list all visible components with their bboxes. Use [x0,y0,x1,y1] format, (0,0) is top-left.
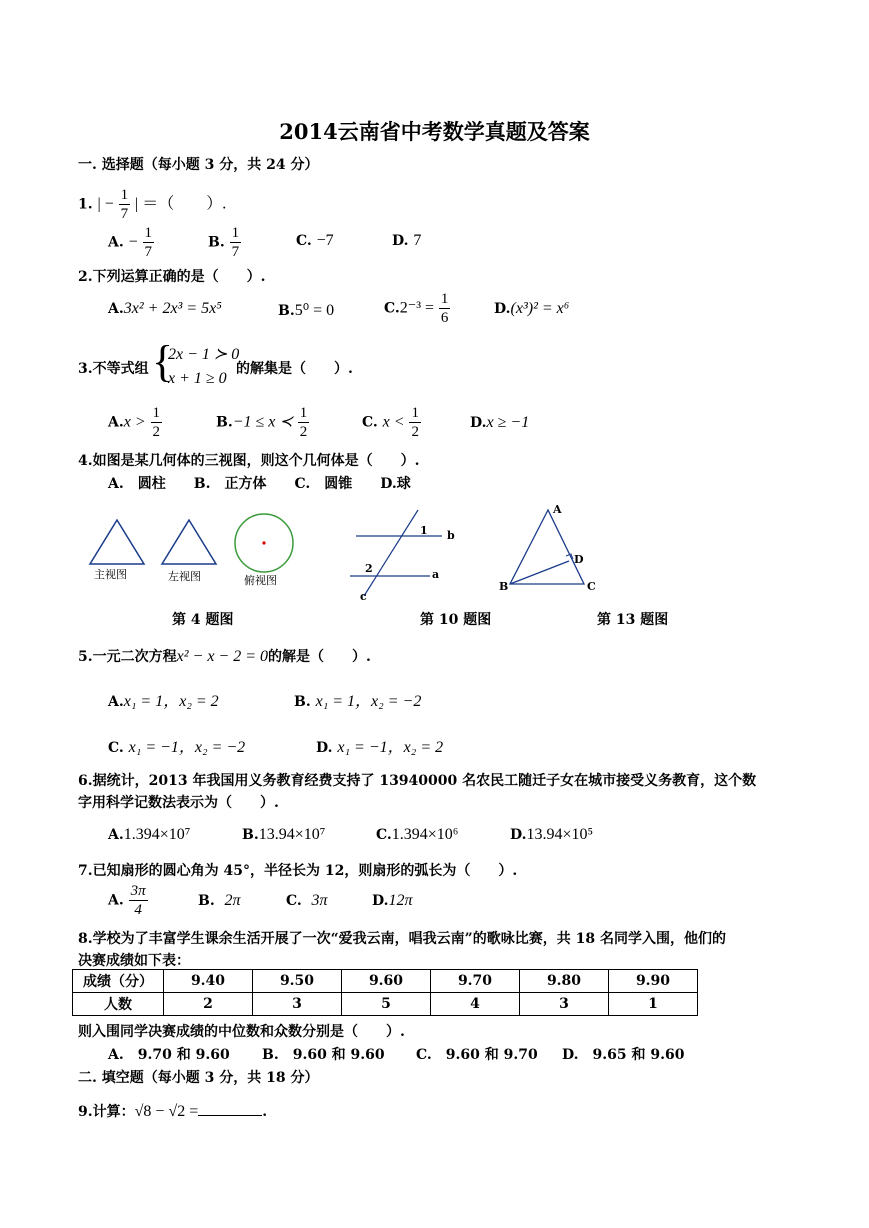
q7-option-c [286,892,328,910]
q7-option-d [372,892,413,910]
q5-option-b-label: B. [294,694,311,710]
q5-option-d-math: x₁ = −1，x₂ = 2 [337,739,444,756]
q3-option-a [108,404,162,441]
table-cell: 9.70 [431,970,520,993]
left-view-triangle [162,520,216,564]
q2-option-c-label: C. [384,300,400,317]
q3-option-a-math: x > [123,413,146,431]
q3-prefix: 3.不等式组 [78,361,149,377]
q5-math: x² − x − 2 = 0 [176,648,269,665]
q5-option-a-label: A. [108,694,124,710]
q7-option-b-math: 2π [224,892,241,909]
q3-option-b-den: 2 [299,424,308,440]
q1-option-b-label: B. [208,234,225,251]
q5-option-a-math: x₁ = 1，x₂ = 2 [123,693,219,710]
q1-fraction-den: 7 [120,206,129,222]
angle-2-label: 2 [365,562,373,575]
question-9 [78,1101,267,1121]
question-8-line-1: 8.学校为了丰富学生课余生活开展了一次“爱我云南，唱我云南”的歌咏比赛，共 18 名同学入围，他们的 [78,931,726,947]
q2-option-b-label: B. [278,303,295,319]
q9-answer-blank[interactable] [198,1101,262,1116]
q7-option-c-label: C. [286,893,302,909]
front-view-label: 主视图 [94,568,127,581]
q1-option-b [208,224,241,261]
q6-option-a-label: A. [108,827,124,843]
q2-option-d-label: D. [494,301,511,317]
q3-option-c-math: x < [382,413,405,431]
q6-option-c-math: 1.394×10⁶ [391,826,459,843]
section-heading-2: 二. 填空题（每小题 3 分，共 18 分） [78,1070,319,1086]
q1-fraction-num: 1 [120,187,129,203]
q1-number: 1. [78,196,93,213]
table-row-counts [73,993,698,1016]
q3-line-2: x + 1 ≥ 0 [168,370,227,387]
q7-option-b-label: B. [198,893,215,909]
triangle-abc [510,510,584,584]
figure-10-caption: 第 10 题图 [420,612,492,628]
q5-option-c-math: x₁ = −1，x₂ = −2 [128,739,246,756]
q7-option-d-label: D. [372,893,389,909]
q7-option-a-den: 4 [134,902,142,918]
q3-option-d-math: x ≥ −1 [486,414,530,431]
point-d-label: D [574,553,584,566]
table-cell: 9.60 [342,970,431,993]
q1-option-c [296,232,334,250]
q9-prefix: 9.计算： [78,1104,135,1120]
table-cell: 1 [609,993,698,1016]
q9-suffix: . [262,1104,268,1120]
q8-option-b: B. 9.60 和 9.60 [262,1047,385,1063]
front-view-triangle [90,520,144,564]
q5-option-b-math: x₁ = 1，x₂ = −2 [315,693,422,710]
table-cell: 9.90 [609,970,698,993]
q3-suffix: 的解集是（ ）. [236,361,353,377]
q6-option-d-label: D. [510,827,527,843]
q3-option-d [470,414,529,432]
q3-option-b-num: 1 [299,405,308,421]
q2-option-a-math: 3x² + 2x³ = 5x⁵ [123,300,222,317]
question-1 [78,186,226,223]
q2-option-c-num: 1 [440,291,449,307]
table-cell: 9.40 [164,970,253,993]
q3-option-b [216,404,309,441]
q6-option-b [242,826,325,844]
q4-options: A. 圆柱 B. 正方体 C. 圆锥 D.球 [108,476,411,492]
q2-option-b-math: 5⁰ = 0 [294,302,335,319]
table-cell: 3 [253,993,342,1016]
table-cell: 9.80 [520,970,609,993]
vertex-a-label: A [553,503,562,516]
q3-option-a-num: 1 [152,405,161,421]
q3-option-c-den: 2 [411,424,419,440]
q1-option-a-num: 1 [144,225,153,241]
line-b-label: b [447,529,455,542]
question-2: 2.下列运算正确的是（ ）. [78,269,266,285]
q3-option-c [362,404,421,441]
q5-option-c [108,734,245,757]
q7-option-d-math: 12π [388,892,413,909]
line-c-label: c [360,590,367,603]
q6-option-c-label: C. [376,827,392,843]
figure-4-caption: 第 4 题图 [172,612,234,628]
q1-option-c-label: C. [296,233,312,249]
q3-line-1: 2x − 1 ≻ 0 [168,346,240,363]
q5-option-d-label: D. [316,740,333,756]
q5-suffix: 的解是（ ）. [268,649,371,665]
question-6-line-2: 字用科学记数法表示为（ ）. [78,795,279,811]
q6-option-d-math: 13.94×10⁵ [526,826,594,843]
q7-option-c-math: 3π [311,892,328,909]
question-6-line-1: 6.据统计，2013 年我国用义务教育经费支持了 13940000 名农民工随迁子女在城市接受义务教育，这个数 [78,773,757,789]
q2-option-c [384,290,450,327]
top-view-center-dot [262,541,265,544]
angle-1-label: 1 [420,524,428,537]
q3-option-a-label: A. [108,414,124,431]
q2-option-a-label: A. [108,301,124,317]
q6-option-d [510,826,593,844]
q5-option-b [294,688,421,711]
q1-option-a [108,224,154,261]
q2-option-c-math: 2⁻³ = [399,299,435,317]
q1-option-a-den: 7 [144,244,153,260]
left-view-label: 左视图 [168,570,201,583]
q6-option-c [376,826,458,844]
table-row-scores [73,970,698,993]
line-a-label: a [432,568,440,581]
q5-option-c-label: C. [108,740,124,756]
q7-option-a-num: 3π [130,883,146,899]
q5-option-d [316,734,443,757]
top-view-label: 俯视图 [244,574,277,587]
q6-option-b-label: B. [242,827,259,843]
figure-4-three-views [80,508,310,618]
q1-option-b-num: 1 [231,225,240,241]
table-header-score: 成绩（分） [73,970,164,993]
q1-option-a-sign: − [128,233,138,251]
q1-expr-pre: | − [97,195,114,213]
section-heading-1: 一. 选择题（每小题 3 分，共 24 分） [78,157,319,173]
q1-option-c-text: −7 [316,232,334,249]
q1-option-d-label: D. [392,233,409,249]
q6-option-a-math: 1.394×10⁷ [123,826,191,843]
q5-prefix: 5.一元二次方程 [78,649,177,665]
figure-13-triangle [500,500,600,592]
q8-option-a: A. 9.70 和 9.60 [108,1047,230,1063]
question-5 [78,646,371,666]
table-cell: 5 [342,993,431,1016]
q1-option-b-den: 7 [231,244,240,260]
vertex-c-label: C [587,580,596,593]
q8-option-d: D. 9.65 和 9.60 [562,1047,685,1063]
q3-option-c-label: C. [362,414,378,431]
q2-option-d-math: (x³)² = x⁶ [510,300,570,317]
table-cell: 4 [431,993,520,1016]
q5-option-a [108,688,219,711]
q6-option-b-math: 13.94×10⁷ [258,826,326,843]
q9-math: √8 − √2 = [134,1103,199,1120]
question-7: 7.已知扇形的圆心角为 45°，半径长为 12，则扇形的弧长为（ ）. [78,863,518,879]
line-c [364,510,418,596]
question-8-line-2: 决赛成绩如下表： [78,953,190,969]
table-header-count: 人数 [73,993,164,1016]
q3-option-d-label: D. [470,415,487,431]
question-8-followup: 则入围同学决赛成绩的中位数和众数分别是（ ）. [78,1024,405,1040]
question-4: 4.如图是某几何体的三视图，则这个几何体是（ ）. [78,453,420,469]
q7-option-b [198,892,240,910]
vertex-b-label: B [499,580,509,593]
score-table [72,969,698,1016]
q7-option-a-label: A. [108,892,124,909]
q2-option-d [494,300,569,318]
q3-brace: { [152,337,174,386]
page-title: 2014云南省中考数学真题及答案 [279,119,590,144]
q8-option-c: C. 9.60 和 9.70 [416,1047,538,1063]
segment-bd [510,561,569,584]
table-cell: 9.50 [253,970,342,993]
q2-option-b [278,300,334,320]
q1-option-d [392,232,421,250]
q1-option-a-label: A. [108,234,124,251]
q1-option-d-text: 7 [413,232,422,249]
q2-option-c-den: 6 [440,310,449,326]
q3-option-c-num: 1 [411,405,419,421]
q3-option-a-den: 2 [152,424,161,440]
table-cell: 2 [164,993,253,1016]
q7-option-a [108,882,148,919]
q1-fraction [119,186,131,223]
figure-13-caption: 第 13 题图 [597,612,669,628]
q2-option-a [108,300,222,318]
q1-expr-post: | ＝（ ）. [134,195,227,213]
table-cell: 3 [520,993,609,1016]
q3-option-b-math: −1 ≤ x ≺ [232,413,293,431]
q3-option-b-label: B. [216,414,233,431]
q6-option-a [108,826,190,844]
